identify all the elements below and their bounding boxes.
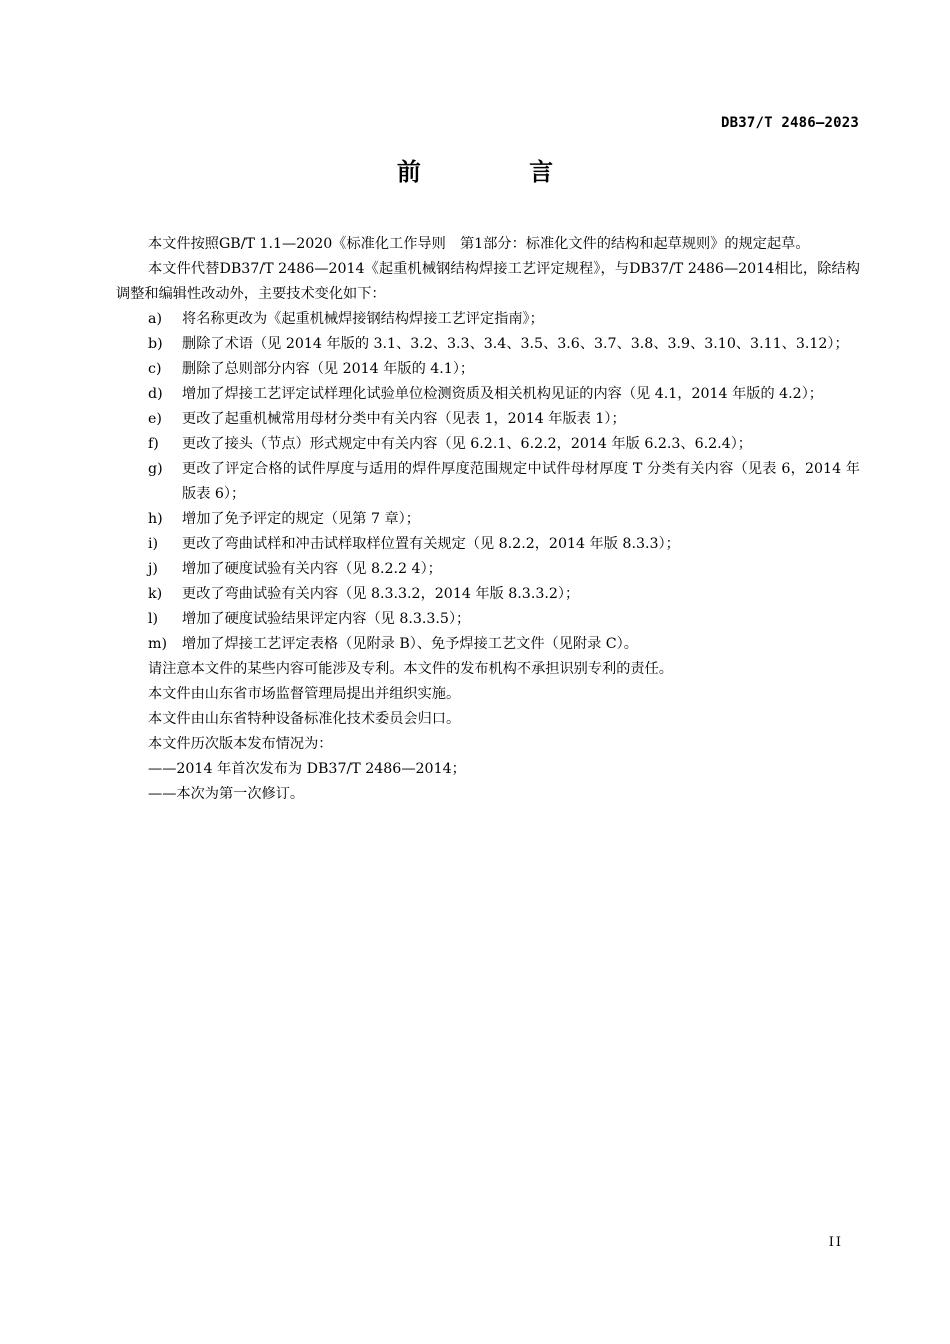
list-marker: l) <box>148 611 159 627</box>
page-title: 前 言 <box>396 158 604 186</box>
committee-statement: 本文件由山东省特种设备标准化技术委员会归口。 <box>148 711 461 727</box>
history-item: ——2014 年首次发布为 DB37/T 2486—2014； <box>148 761 466 777</box>
list-marker: e) <box>148 411 162 427</box>
list-marker: j) <box>148 561 158 577</box>
history-item: ——本次为第一次修订。 <box>148 786 305 802</box>
patent-notice: 请注意本文件的某些内容可能涉及专利。本文件的发布机构不承担识别专利的责任。 <box>148 661 673 677</box>
list-item <box>116 607 860 632</box>
list-item <box>116 557 860 582</box>
list-item <box>116 332 860 357</box>
list-item-text: 更改了弯曲试验有关内容（见 8.3.3.2，2014 年版 8.3.3.2）； <box>182 586 580 602</box>
list-item <box>116 457 860 507</box>
list-item-text: 删除了总则部分内容（见 2014 年版的 4.1）； <box>182 361 475 377</box>
list-marker: k) <box>148 586 163 602</box>
list-marker: d) <box>148 386 163 402</box>
intro-paragraph: 本文件代替DB37/T 2486—2014《起重机械钢结构焊接工艺评定规程》，与DB37/T 2486—2014相比，除结构调整和编辑性改动外，主要技术变化如下： <box>116 261 860 302</box>
history-heading: 本文件历次版本发布情况为： <box>148 736 333 752</box>
list-item <box>116 357 860 382</box>
list-marker: i) <box>148 536 159 552</box>
list-marker: c) <box>148 361 162 377</box>
list-item-text: 删除了术语（见 2014 年版的 3.1、3.2、3.3、3.4、3.5、3.6、3.7、3.8、3.9、3.10、3.11、3.12）； <box>182 336 849 352</box>
list-item-text: 增加了硬度试验有关内容（见 8.2.2 4）； <box>182 561 442 577</box>
list-marker: g) <box>148 461 163 477</box>
list-item-text: 增加了焊接工艺评定试样理化试验单位检测资质及相关机构见证的内容（见 4.1，2014 年版的 4.2）； <box>182 386 823 402</box>
list-item-text: 将名称更改为《起重机械焊接钢结构焊接工艺评定指南》； <box>182 311 544 327</box>
list-item <box>116 532 860 557</box>
changes-list <box>116 307 860 657</box>
list-item <box>116 582 860 607</box>
list-marker: m) <box>148 636 167 652</box>
list-item-text: 增加了硬度试验结果评定内容（见 8.3.3.5）； <box>182 611 471 627</box>
intro-paragraph: 本文件按照GB/T 1.1—2020《标准化工作导则 第1部分：标准化文件的结构和起草规则》的规定起草。 <box>148 236 810 252</box>
list-item-text: 增加了免予评定的规定（见第 7 章）； <box>182 511 420 527</box>
list-marker: a) <box>148 311 162 327</box>
proposer-statement: 本文件由山东省市场监督管理局提出并组织实施。 <box>148 686 461 702</box>
list-item-text: 增加了焊接工艺评定表格（见附录 B）、免予焊接工艺文件（见附录 C）。 <box>182 636 638 652</box>
document-body <box>116 232 860 807</box>
list-marker: b) <box>148 336 163 352</box>
document-code: DB37/T 2486—2023 <box>720 115 859 131</box>
list-item <box>116 407 860 432</box>
list-item <box>116 382 860 407</box>
list-item <box>116 432 860 457</box>
list-marker: f) <box>148 436 159 452</box>
list-item-text: 更改了接头（节点）形式规定中有关内容（见 6.2.1、6.2.2，2014 年版 6.2.3、6.2.4）； <box>182 436 752 452</box>
list-item <box>116 507 860 532</box>
list-item-text: 更改了弯曲试样和冲击试样取样位置有关规定（见 8.2.2，2014 年版 8.3.3）； <box>182 536 680 552</box>
list-item-text: 更改了评定合格的试件厚度与适用的焊件厚度范围规定中试件母材厚度 T 分类有关内容（见表 6，2014 年版表 6）； <box>182 461 860 502</box>
list-item <box>116 307 860 332</box>
list-marker: h) <box>148 511 163 527</box>
list-item-text: 更改了起重机械常用母材分类中有关内容（见表 1，2014 年版表 1）； <box>182 411 626 427</box>
list-item <box>116 632 860 657</box>
page-number: II <box>828 1235 843 1250</box>
